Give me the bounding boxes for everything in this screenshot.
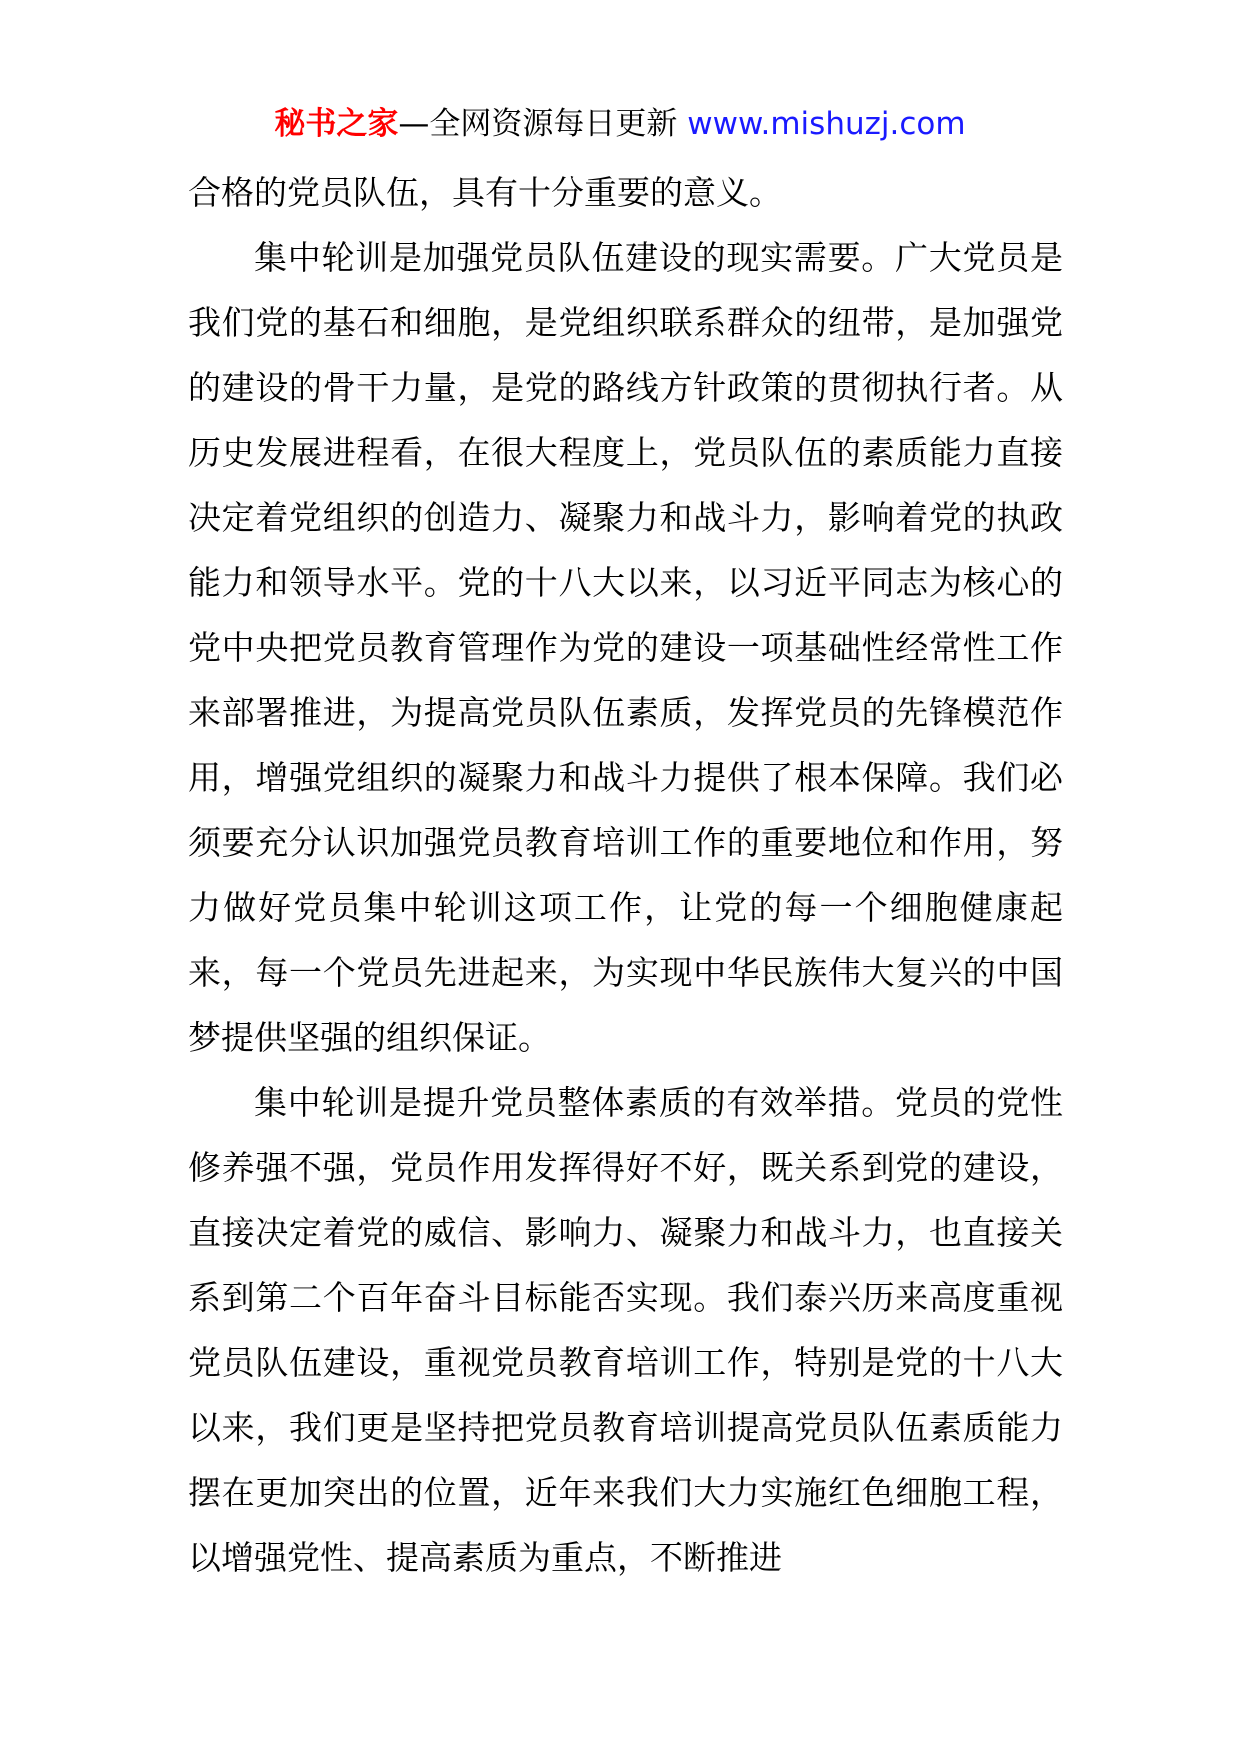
paragraph-continuation: 合格的党员队伍，具有十分重要的意义。 bbox=[188, 173, 782, 212]
site-url-link[interactable]: www.mishuzj.com bbox=[687, 106, 966, 142]
paragraph-quality-improvement: 集中轮训是提升党员整体素质的有效举措。党员的党性修养强不强，党员作用发挥得好不好，既关系到党的建设，直接决定着党的威信、影响力、凝聚力和战斗力，也直接关系到第二个百年奋斗目标能否实现。我们泰兴历来高度重视党员队伍建设，重视党员教育培训工作，特别是党的十八大以来，我们更是坚持把党员教育培训提高党员队伍素质能力摆在更加突出的位置，近年来我们大力实施红色细胞工程，以增强党性、提高素质为重点，不断推进 bbox=[188, 1083, 1063, 1577]
brand-name: 秘书之家 bbox=[274, 106, 399, 142]
site-header bbox=[0, 100, 1240, 148]
paragraph-party-building-need: 集中轮训是加强党员队伍建设的现实需要。广大党员是我们党的基石和细胞，是党组织联系群众的纽带，是加强党的建设的骨干力量，是党的路线方针政策的贯彻执行者。从历史发展进程看，在很大程度上，党员队伍的素质能力直接决定着党组织的创造力、凝聚力和战斗力，影响着党的执政能力和领导水平。党的十八大以来，以习近平同志为核心的党中央把党员教育管理作为党的建设一项基础性经常性工作来部署推进，为提高党员队伍素质，发挥党员的先锋模范作用，增强党组织的凝聚力和战斗力提供了根本保障。我们必须要充分认识加强党员教育培训工作的重要地位和作用，努力做好党员集中轮训这项工作，让党的每一个细胞健康起来，每一个党员先进起来，为实现中华民族伟大复兴的中国梦提供坚强的组织保证。 bbox=[188, 238, 1063, 1057]
document-body bbox=[188, 160, 1063, 1590]
header-tagline: —全网资源每日更新 bbox=[398, 106, 688, 142]
